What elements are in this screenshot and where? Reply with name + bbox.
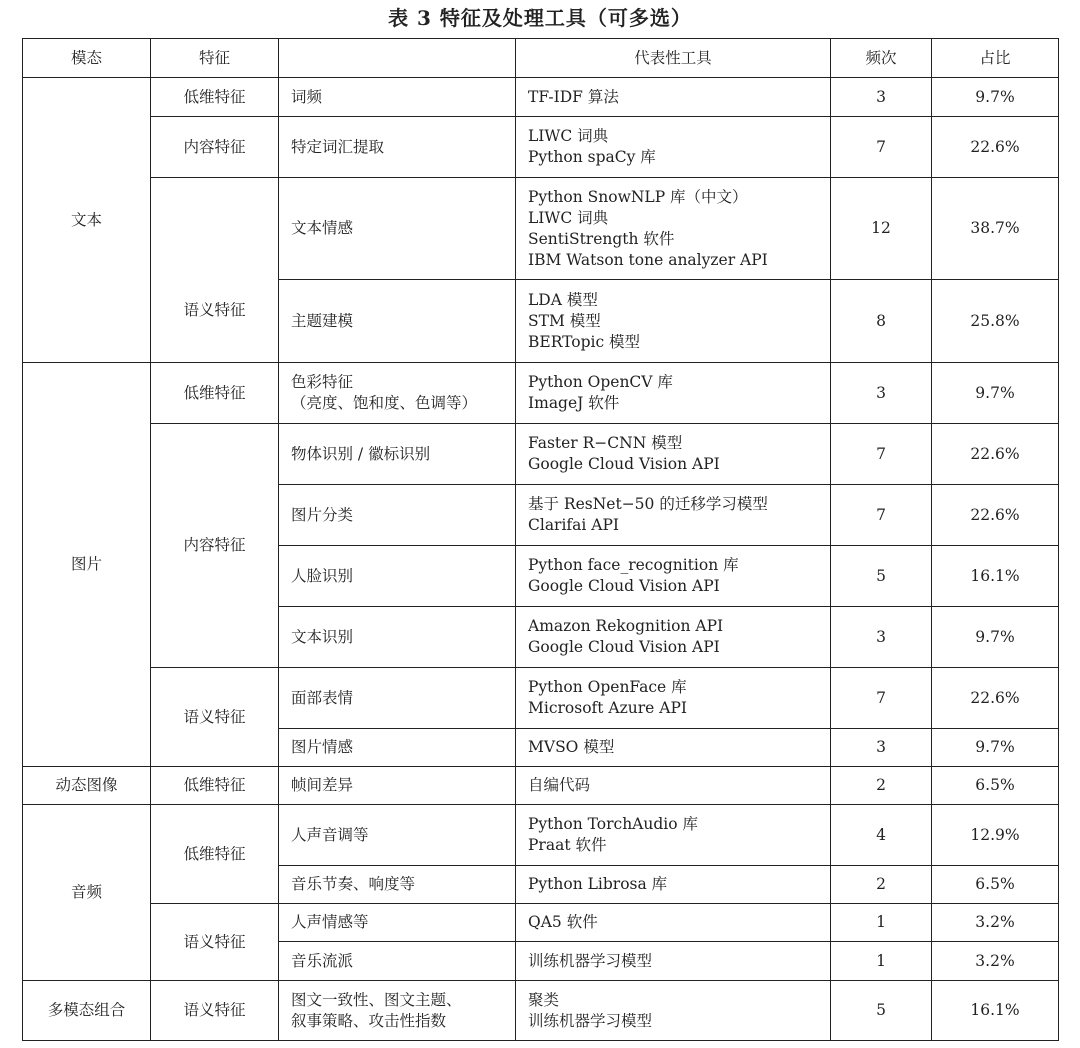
tool-line: QA5 软件 (528, 913, 598, 931)
detail-cell (279, 904, 516, 942)
tool-line: SentiStrength 软件 (528, 229, 675, 248)
tool-line: LIWC 词典 (528, 127, 609, 145)
header-ratio: 占比 (932, 39, 1059, 78)
header-tools: 代表性工具 (516, 39, 831, 78)
tools-cell (516, 668, 831, 729)
feature-cell: 语义特征 (151, 668, 279, 767)
detail-cell (279, 942, 516, 981)
tool-line: BERTopic 模型 (528, 332, 641, 351)
tool-line: Python Librosa 库 (528, 875, 668, 893)
tools-cell (516, 805, 831, 866)
modality-cell: 音频 (23, 805, 151, 981)
table-row (23, 424, 1059, 485)
tools-cell (516, 729, 831, 767)
table-row (23, 363, 1059, 424)
ratio-cell: 22.6% (932, 668, 1059, 729)
ratio-cell: 3.2% (932, 942, 1059, 981)
detail-cell (279, 363, 516, 424)
frequency-cell: 3 (831, 607, 932, 668)
detail-cell (279, 178, 516, 280)
header-modality: 模态 (23, 39, 151, 78)
frequency-cell: 2 (831, 767, 932, 805)
ratio-cell: 9.7% (932, 607, 1059, 668)
header-detail (279, 39, 516, 78)
tools-cell (516, 767, 831, 805)
frequency-cell: 3 (831, 729, 932, 767)
tools-cell (516, 607, 831, 668)
detail-cell (279, 805, 516, 866)
ratio-cell: 22.6% (932, 117, 1059, 178)
table-row (23, 767, 1059, 805)
feature-cell: 语义特征 (151, 178, 279, 363)
tool-line: Clarifai API (528, 516, 620, 534)
ratio-cell: 25.8% (932, 280, 1059, 363)
frequency-cell: 3 (831, 78, 932, 117)
tool-line: TF-IDF 算法 (528, 87, 619, 106)
detail-line: 主题建模 (291, 311, 354, 330)
ratio-cell: 16.1% (932, 546, 1059, 607)
frequency-cell: 1 (831, 942, 932, 981)
table-row (23, 178, 1059, 280)
detail-line: 音乐节奏、响度等 (291, 875, 416, 893)
tools-cell (516, 363, 831, 424)
tools-cell (516, 942, 831, 981)
ratio-cell: 3.2% (932, 904, 1059, 942)
table-row (23, 805, 1059, 866)
detail-cell (279, 767, 516, 805)
tool-line: IBM Watson tone analyzer API (528, 250, 768, 269)
detail-cell (279, 280, 516, 363)
tools-cell (516, 280, 831, 363)
detail-line: 文本情感 (291, 219, 354, 237)
header-frequency: 频次 (831, 39, 932, 78)
detail-line: 图片分类 (291, 505, 354, 524)
ratio-cell: 22.6% (932, 485, 1059, 546)
modality-cell: 图片 (23, 363, 151, 767)
detail-line: 物体识别 / 徽标识别 (291, 444, 431, 463)
feature-cell: 语义特征 (151, 904, 279, 981)
ratio-cell: 9.7% (932, 363, 1059, 424)
detail-line: 图片情感 (291, 738, 354, 756)
tools-cell (516, 866, 831, 904)
tool-line: Google Cloud Vision API (528, 455, 720, 473)
detail-cell (279, 607, 516, 668)
modality-cell: 文本 (23, 78, 151, 363)
detail-line: 人声音调等 (291, 825, 369, 844)
feature-cell: 语义特征 (151, 981, 279, 1041)
detail-line: 特定词汇提取 (291, 137, 385, 156)
detail-line: 词频 (291, 87, 323, 106)
detail-line: 色彩特征 (291, 373, 354, 391)
tool-line: Python spaCy 库 (528, 148, 656, 166)
tool-line: STM 模型 (528, 311, 601, 330)
tool-line: 聚类 (528, 990, 560, 1009)
detail-line: 人声情感等 (291, 913, 369, 931)
table-row (23, 904, 1059, 942)
tool-line: 自编代码 (528, 776, 591, 794)
ratio-cell: 12.9% (932, 805, 1059, 866)
detail-cell (279, 668, 516, 729)
tool-line: LDA 模型 (528, 290, 598, 309)
tool-line: Python TorchAudio 库 (528, 815, 698, 833)
detail-cell (279, 981, 516, 1041)
frequency-cell: 8 (831, 280, 932, 363)
tools-cell (516, 117, 831, 178)
tools-cell (516, 424, 831, 485)
detail-cell (279, 485, 516, 546)
tool-line: ImageJ 软件 (528, 394, 620, 412)
frequency-cell: 4 (831, 805, 932, 866)
frequency-cell: 1 (831, 904, 932, 942)
detail-line: 文本识别 (291, 627, 354, 646)
detail-cell (279, 78, 516, 117)
modality-cell: 多模态组合 (23, 981, 151, 1041)
tool-line: Microsoft Azure API (528, 699, 688, 717)
tool-line: 训练机器学习模型 (528, 951, 653, 970)
feature-cell: 低维特征 (151, 78, 279, 117)
tools-cell (516, 178, 831, 280)
frequency-cell: 5 (831, 981, 932, 1041)
feature-cell: 低维特征 (151, 363, 279, 424)
frequency-cell: 3 (831, 363, 932, 424)
feature-cell: 低维特征 (151, 767, 279, 805)
detail-cell (279, 866, 516, 904)
detail-line: 音乐流派 (291, 951, 354, 970)
frequency-cell: 12 (831, 178, 932, 280)
tool-line: Python face_recognition 库 (528, 556, 739, 574)
detail-cell (279, 117, 516, 178)
table-row (23, 117, 1059, 178)
tool-line: Python OpenFace 库 (528, 678, 687, 696)
tool-line: Python OpenCV 库 (528, 373, 673, 391)
detail-line: （亮度、饱和度、色调等） (291, 394, 478, 412)
frequency-cell: 7 (831, 668, 932, 729)
tool-line: 训练机器学习模型 (528, 1011, 653, 1030)
ratio-cell: 6.5% (932, 866, 1059, 904)
detail-cell (279, 424, 516, 485)
tool-line: Google Cloud Vision API (528, 638, 720, 656)
tools-cell (516, 904, 831, 942)
tool-line: MVSO 模型 (528, 738, 615, 756)
tool-line: Google Cloud Vision API (528, 577, 720, 595)
ratio-cell: 16.1% (932, 981, 1059, 1041)
tools-cell (516, 78, 831, 117)
detail-cell (279, 546, 516, 607)
detail-line: 帧间差异 (291, 776, 354, 794)
tool-line: Faster R−CNN 模型 (528, 434, 683, 452)
tool-line: 基于 ResNet−50 的迁移学习模型 (528, 495, 768, 513)
frequency-cell: 5 (831, 546, 932, 607)
table-caption: 表 3 特征及处理工具（可多选） (388, 6, 692, 30)
feature-tools-table (22, 38, 1059, 1041)
detail-line: 面部表情 (291, 688, 354, 707)
feature-cell: 内容特征 (151, 117, 279, 178)
ratio-cell: 9.7% (932, 729, 1059, 767)
ratio-cell: 6.5% (932, 767, 1059, 805)
frequency-cell: 2 (831, 866, 932, 904)
detail-line: 人脸识别 (291, 566, 354, 585)
ratio-cell: 38.7% (932, 178, 1059, 280)
modality-cell: 动态图像 (23, 767, 151, 805)
tools-cell (516, 981, 831, 1041)
ratio-cell: 9.7% (932, 78, 1059, 117)
feature-cell: 内容特征 (151, 424, 279, 668)
detail-line: 叙事策略、攻击性指数 (291, 1011, 447, 1030)
frequency-cell: 7 (831, 117, 932, 178)
table-row (23, 78, 1059, 117)
frequency-cell: 7 (831, 485, 932, 546)
header-feature: 特征 (151, 39, 279, 78)
tool-line: Praat 软件 (528, 836, 607, 854)
feature-cell: 低维特征 (151, 805, 279, 904)
table-row (23, 981, 1059, 1041)
tool-line: LIWC 词典 (528, 208, 609, 227)
tool-line: Amazon Rekognition API (528, 617, 724, 635)
detail-line: 图文一致性、图文主题、 (291, 990, 462, 1009)
detail-cell (279, 729, 516, 767)
tool-line: Python SnowNLP 库（中文） (528, 187, 748, 206)
tools-cell (516, 485, 831, 546)
ratio-cell: 22.6% (932, 424, 1059, 485)
tools-cell (516, 546, 831, 607)
table-row (23, 668, 1059, 729)
header-row (23, 39, 1059, 78)
frequency-cell: 7 (831, 424, 932, 485)
